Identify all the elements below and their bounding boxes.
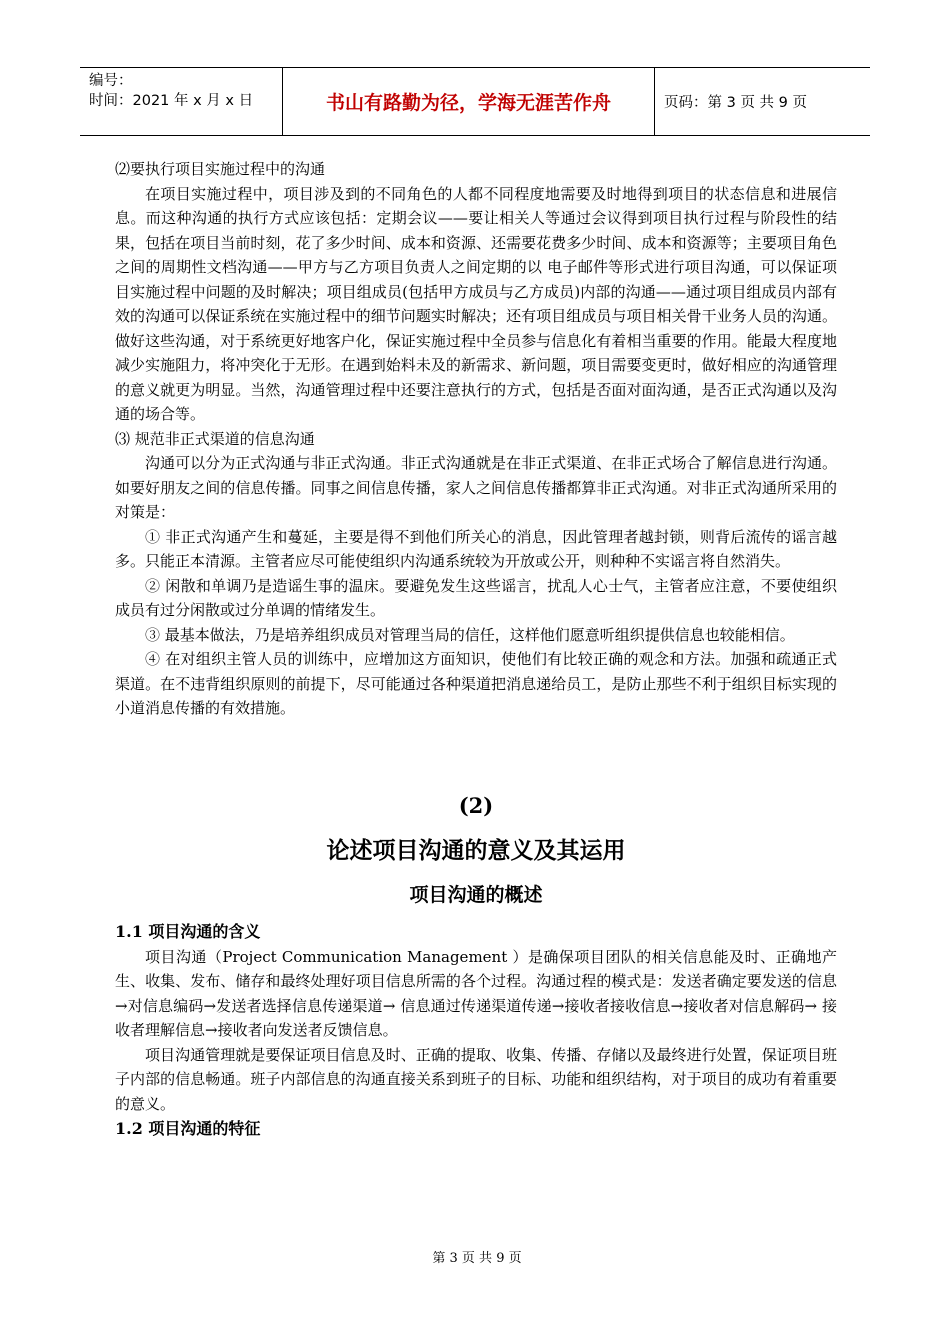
header-motto: 书山有路勤为径，学海无涯苦作舟 [283,68,655,135]
time-label: 时间：2021 年 x 月 x 日 [89,93,254,109]
page-header [80,67,870,136]
section-number: (2) [458,792,494,818]
paragraph: ④ 在对组织主管人员的训练中，应增加这方面知识，使他们有比较正确的观念和方法。加强和疏通正式渠道。在不违背组织原则的前提下，尽可能通过各种渠道把消息递给员工，是防止那些不利于组织目标实现的小道消息传播的有效措施。 [115,650,837,717]
paragraph: ⑶ 规范非正式渠道的信息沟通 [115,429,315,448]
paragraph: 沟通可以分为正式沟通与非正式沟通。非正式沟通就是在非正式渠道、在非正式场合了解信息进行沟通。如要好朋友之间的信息传播。同事之间信息传播，家人之间信息传播都算非正式沟通。对非正式沟通所采用的对策是： [115,454,837,521]
paragraph: ① 非正式沟通产生和蔓延，主要是得不到他们所关心的消息，因此管理者越封锁，则背后流传的谣言越多。只能正本清源。主管者应尽可能使组织内沟通系统较为开放或公开，则种种不实谣言将自然消失。 [115,527,837,570]
header-page-info: 页码：第 3 页 共 9 页 [664,95,807,111]
document-title: 论述项目沟通的意义及其运用 [326,837,626,864]
document-body [115,157,837,1142]
page-footer: 第 3 页 共 9 页 [432,1251,522,1266]
spacer [115,721,837,791]
document-subtitle: 项目沟通的概述 [409,883,543,906]
paragraph: ⑵要执行项目实施过程中的沟通 [115,160,326,178]
section-heading: 1.1 项目沟通的含义 [115,921,261,941]
paragraph: 在项目实施过程中，项目涉及到的不同角色的人都不同程度地需要及时地得到项目的状态信息和进展信息。而这种沟通的执行方式应该包括：定期会议——要让相关人等通过会议得到项目执行过程与阶段性的结果，包括在项目当前时刻，花了多少时间、成本和资源、还需要花费多少时间、成本和资源等；主要项目角色之间的周期性文档沟通——甲方与乙方项目负责人之间定期的以 电子邮件等形式进行项目沟通，可以保证项目实施过程中问题的及时解决；项目组成员(包括甲方成员与乙方成员)内部的沟通——通过项目组成员内部有效的沟通可以保证系统在实施过程中的细节问题实时解决；还有项目组成员与项目相关骨干业务人员的沟通。做好这些沟通，对于系统更好地客户化，保证实施过程中全员参与信息化有着相当重要的作用。能最大程度地减少实施阻力，将冲突化于无形。在遇到始料未及的新需求、新问题，项目需要变更时，做好相应的沟通管理的意义就更为明显。当然，沟通管理过程中还要注意执行的方式，包括是否面对面沟通，是否正式沟通以及沟通的场合等。 [115,184,837,423]
paragraph: 项目沟通（Project Communication Management ）是确保项目团队的相关信息能及时、正确地产生、收集、发布、储存和最终处理好项目信息所需的各个过程。沟通过程的模式是：发送者确定要发送的信息→对信息编码→发送者选择信息传递渠道→ 信息通过传递渠道传递→接收者接收信息→接收者对信息解码→ 接收者理解信息→接收者向发送者反馈信息。 [115,947,837,1039]
paragraph: ② 闲散和单调乃是造谣生事的温床。要避免发生这些谣言，扰乱人心士气，主管者应注意，不要使组织成员有过分闲散或过分单调的情绪发生。 [115,576,837,619]
header-meta [80,68,283,135]
paragraph: ③ 最基本做法，乃是培养组织成员对管理当局的信任，这样他们愿意听组织提供信息也较能相信。 [145,625,795,644]
section-heading: 1.2 项目沟通的特征 [115,1119,261,1138]
number-label: 编号： [89,73,133,89]
paragraph: 项目沟通管理就是要保证项目信息及时、正确的提取、收集、传播、存储以及最终进行处置，保证项目班子内部的信息畅通。班子内部信息的沟通直接关系到班子的目标、功能和组织结构，对于项目的成功有着重要的意义。 [115,1045,837,1113]
